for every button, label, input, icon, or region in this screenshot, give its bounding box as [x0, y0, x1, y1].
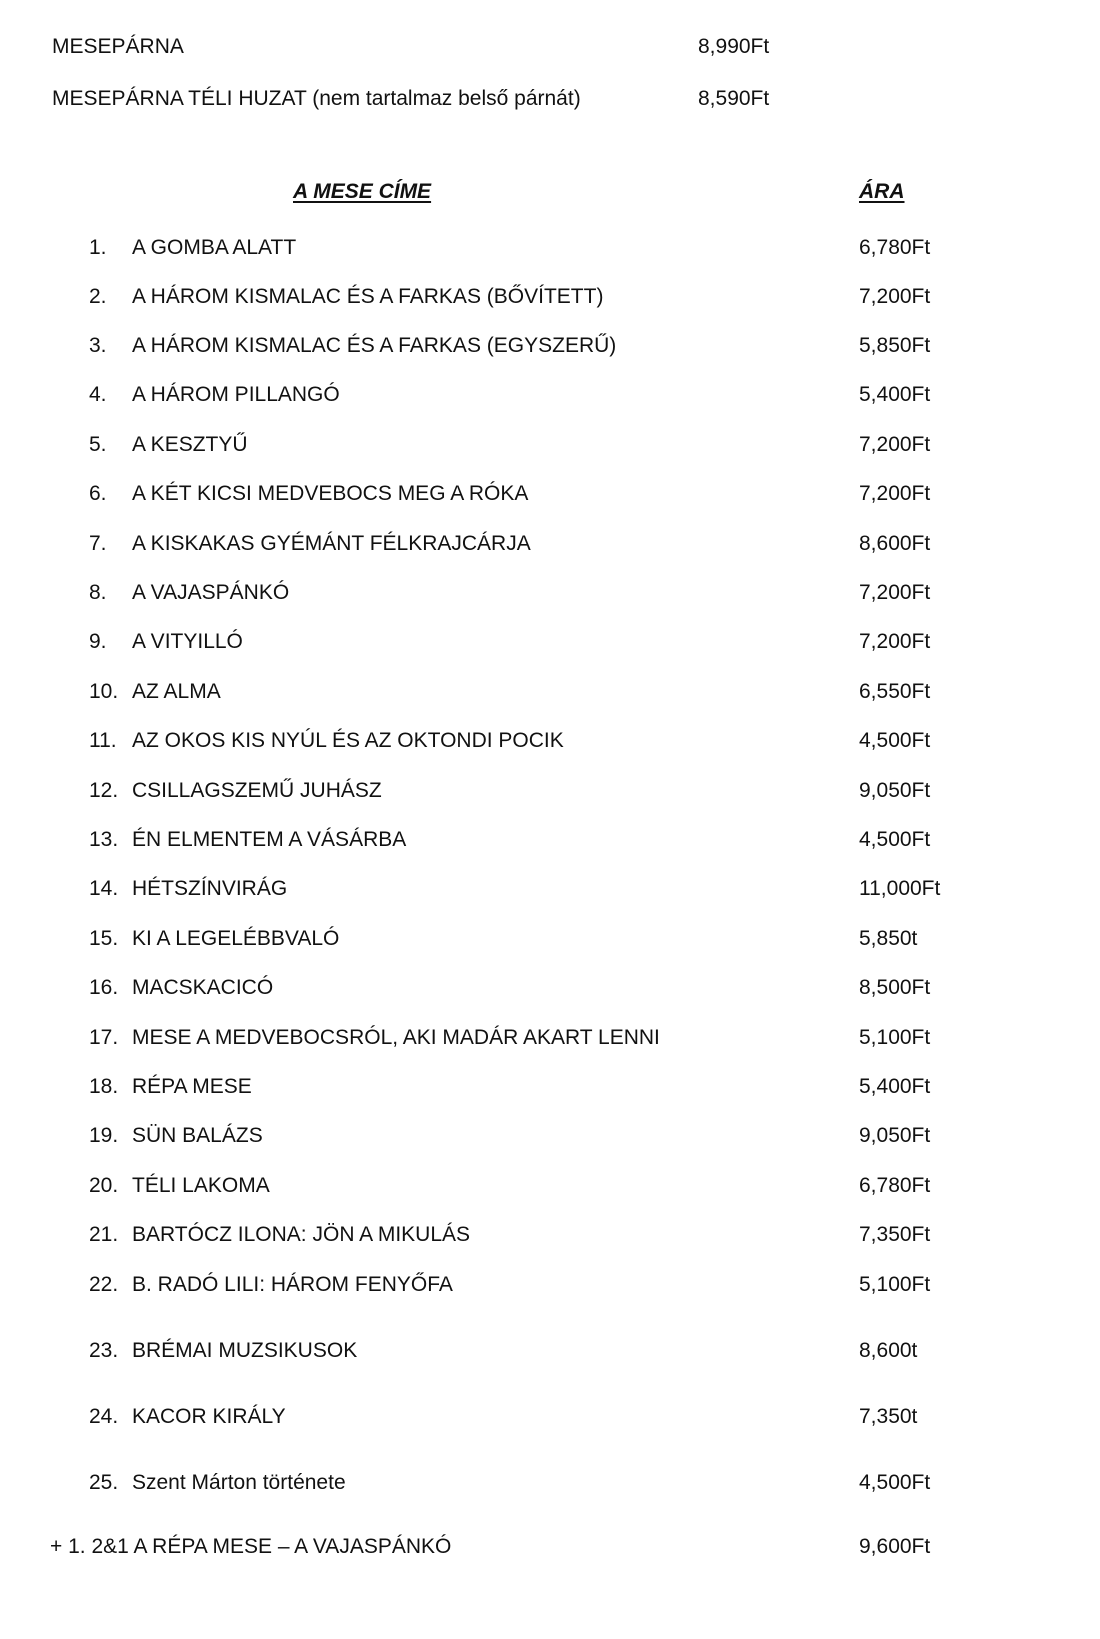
story-number: 23. — [89, 1339, 119, 1362]
story-price: 7,350Ft — [859, 1223, 931, 1246]
top-item-price: 8,590Ft — [698, 87, 770, 110]
story-price: 5,100Ft — [859, 1026, 931, 1049]
story-title: Szent Márton története — [132, 1471, 346, 1494]
story-number: 10. — [89, 680, 119, 703]
story-price: 7,200Ft — [859, 581, 931, 604]
story-number: 21. — [89, 1223, 119, 1246]
story-title: A VAJASPÁNKÓ — [132, 581, 290, 604]
story-title: A VITYILLÓ — [132, 630, 243, 653]
story-price: 5,850Ft — [859, 334, 931, 357]
story-price: 7,200Ft — [859, 630, 931, 653]
story-number: 16. — [89, 976, 119, 999]
story-price: 9,050Ft — [859, 1124, 931, 1147]
story-price: 6,550Ft — [859, 680, 931, 703]
story-price: 9,050Ft — [859, 779, 931, 802]
story-title: A KESZTYŰ — [132, 433, 248, 456]
story-title: MESE A MEDVEBOCSRÓL, AKI MADÁR AKART LENNI — [132, 1026, 660, 1049]
story-title: BARTÓCZ ILONA: JÖN A MIKULÁS — [132, 1223, 471, 1246]
bundle-item-label: + 1. 2&1 A RÉPA MESE – A VAJASPÁNKÓ — [50, 1535, 452, 1558]
story-price: 5,400Ft — [859, 383, 931, 406]
story-price: 11,000Ft — [859, 877, 941, 900]
story-title: KACOR KIRÁLY — [132, 1405, 286, 1428]
story-number: 20. — [89, 1174, 119, 1197]
story-title: ÉN ELMENTEM A VÁSÁRBA — [132, 828, 407, 851]
story-number: 13. — [89, 828, 119, 851]
story-price: 4,500Ft — [859, 1471, 931, 1494]
story-title: A GOMBA ALATT — [132, 236, 297, 259]
story-price: 6,780Ft — [859, 236, 931, 259]
story-number: 6. — [89, 482, 107, 505]
story-price: 4,500Ft — [859, 729, 931, 752]
story-number: 7. — [89, 532, 107, 555]
story-price: 7,200Ft — [859, 433, 931, 456]
story-number: 15. — [89, 927, 119, 950]
story-number: 14. — [89, 877, 119, 900]
story-price: 8,500Ft — [859, 976, 931, 999]
story-number: 17. — [89, 1026, 119, 1049]
story-number: 19. — [89, 1124, 119, 1147]
story-price: 6,780Ft — [859, 1174, 931, 1197]
story-number: 5. — [89, 433, 107, 456]
top-item-name: MESEPÁRNA TÉLI HUZAT (nem tartalmaz belső párnát) — [52, 87, 581, 110]
story-number: 18. — [89, 1075, 119, 1098]
bundle-item-price: 9,600Ft — [859, 1535, 931, 1558]
story-number: 9. — [89, 630, 107, 653]
story-title: AZ ALMA — [132, 680, 221, 703]
story-title: SÜN BALÁZS — [132, 1124, 263, 1147]
story-number: 11. — [89, 729, 117, 752]
story-number: 4. — [89, 383, 107, 406]
story-title: A HÁROM KISMALAC ÉS A FARKAS (BŐVÍTETT) — [132, 285, 604, 308]
top-item-name: MESEPÁRNA — [52, 35, 184, 58]
story-title: A KÉT KICSI MEDVEBOCS MEG A RÓKA — [132, 482, 529, 505]
story-title: AZ OKOS KIS NYÚL ÉS AZ OKTONDI POCIK — [132, 729, 564, 752]
story-number: 22. — [89, 1273, 119, 1296]
story-title: B. RADÓ LILI: HÁROM FENYŐFA — [132, 1273, 453, 1296]
top-item-price: 8,990Ft — [698, 35, 770, 58]
story-title: A HÁROM PILLANGÓ — [132, 383, 340, 406]
story-price: 7,350t — [859, 1405, 918, 1428]
story-price: 8,600t — [859, 1339, 918, 1362]
story-price: 5,100Ft — [859, 1273, 931, 1296]
story-number: 25. — [89, 1471, 119, 1494]
story-number: 3. — [89, 334, 107, 357]
story-price: 8,600Ft — [859, 532, 931, 555]
story-price: 5,400Ft — [859, 1075, 931, 1098]
story-number: 24. — [89, 1405, 119, 1428]
story-number: 12. — [89, 779, 119, 802]
story-number: 2. — [89, 285, 107, 308]
story-title: MACSKACICÓ — [132, 976, 274, 999]
story-number: 8. — [89, 581, 107, 604]
story-title: HÉTSZÍNVIRÁG — [132, 877, 288, 900]
story-title: CSILLAGSZEMŰ JUHÁSZ — [132, 779, 382, 802]
price-column-header: ÁRA — [859, 180, 905, 203]
story-title: TÉLI LAKOMA — [132, 1174, 270, 1197]
story-title: A KISKAKAS GYÉMÁNT FÉLKRAJCÁRJA — [132, 532, 531, 555]
title-column-header: A MESE CÍME — [293, 180, 432, 203]
story-price: 7,200Ft — [859, 285, 931, 308]
story-title: A HÁROM KISMALAC ÉS A FARKAS (EGYSZERŰ) — [132, 334, 617, 357]
story-price: 4,500Ft — [859, 828, 931, 851]
story-title: RÉPA MESE — [132, 1075, 252, 1098]
story-number: 1. — [89, 236, 107, 259]
story-title: KI A LEGELÉBBVALÓ — [132, 927, 340, 950]
story-price: 5,850t — [859, 927, 918, 950]
story-title: BRÉMAI MUZSIKUSOK — [132, 1339, 358, 1362]
story-price: 7,200Ft — [859, 482, 931, 505]
